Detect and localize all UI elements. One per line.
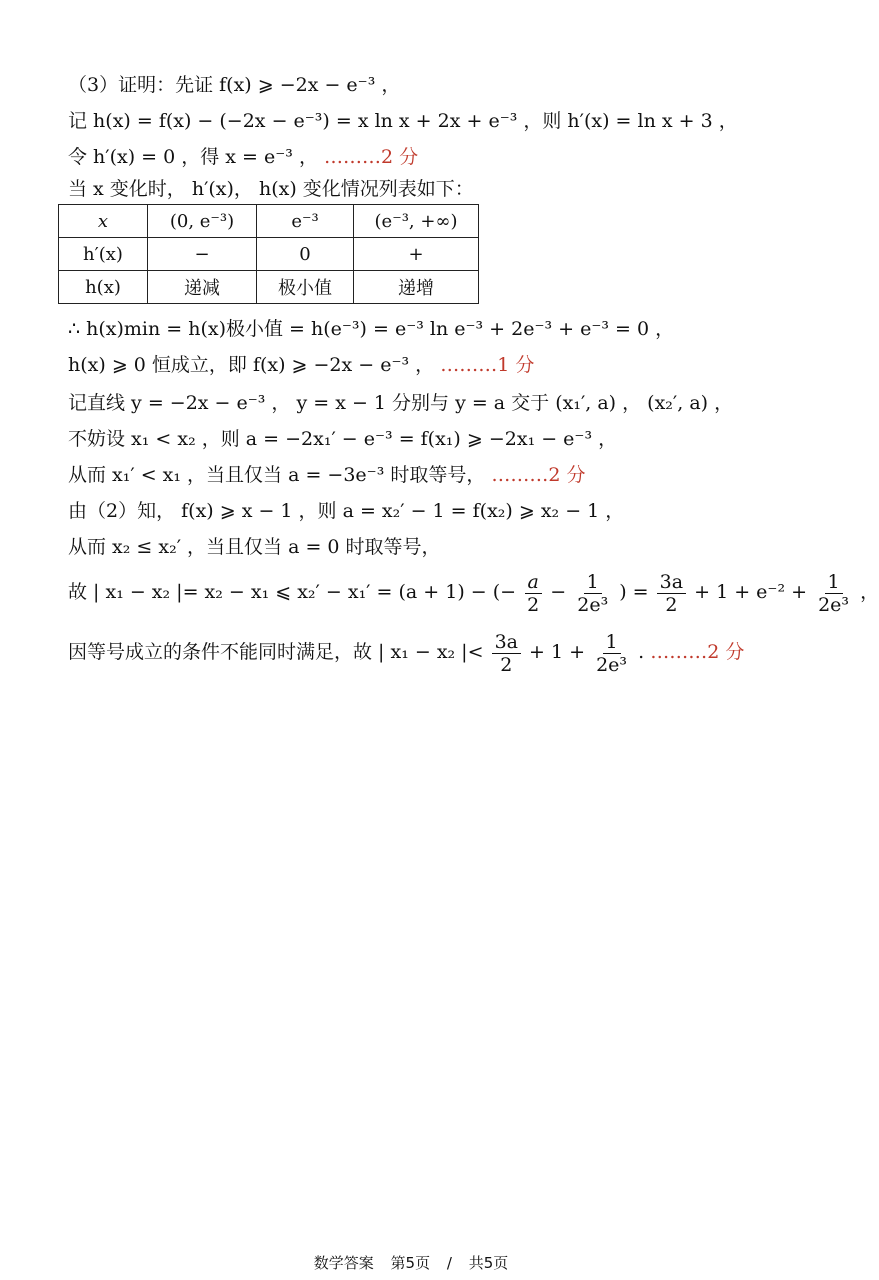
page-footer <box>0 1252 822 1273</box>
footer-page-number: 第5页 <box>390 1254 431 1272</box>
score-mark: ………2 分 <box>491 464 586 486</box>
variation-table <box>58 204 479 304</box>
from-part2-line: 由（2）知， f(x) ⩾ x − 1 ，则 a = x₂′ − 1 = f(x₂) ⩾ x₂ − 1 ， <box>68 500 625 522</box>
fraction-numerator: 1 <box>584 571 602 594</box>
fraction-numerator: 1 <box>603 631 621 654</box>
h-definition-line: 记 h(x) = f(x) − (−2x − e⁻³) = x ln x + 2x + e⁻³ ，则 h′(x) = ln x + 3 ， <box>68 110 738 132</box>
final-conclusion-line <box>68 628 744 676</box>
fraction <box>524 571 542 616</box>
fraction-denominator: 2e³ <box>577 593 609 616</box>
table-cell: 递增 <box>354 271 479 304</box>
table-cell: e⁻³ <box>257 205 354 238</box>
score-mark: ………1 分 <box>440 354 535 376</box>
second-conclusion-line: 从而 x₂ ≤ x₂′ ，当且仅当 a = 0 时取等号， <box>68 536 441 558</box>
table-cell: 0 <box>257 238 354 271</box>
table-cell: (e⁻³, +∞) <box>354 205 479 238</box>
inequality-holds-line <box>68 352 534 378</box>
table-cell: x <box>59 205 148 238</box>
formula-text: + 1 + <box>529 641 586 663</box>
proof-intro-line: （3）证明：先证 f(x) ⩾ −2x − e⁻³ ， <box>68 74 401 96</box>
score-mark: ………2 分 <box>650 641 745 663</box>
table-cell: 递减 <box>148 271 257 304</box>
table-cell: (0, e⁻³) <box>148 205 257 238</box>
fraction-numerator: 1 <box>825 571 843 594</box>
formula-text: + 1 + e⁻² + <box>694 581 808 603</box>
table-row <box>59 271 479 304</box>
formula-text: ， <box>860 581 879 603</box>
critical-point-text: 令 h′(x) = 0 ，得 x = e⁻³ ， <box>68 146 318 168</box>
fraction <box>815 571 852 616</box>
difference-bound-line <box>68 568 879 616</box>
table-row <box>59 205 479 238</box>
fraction <box>574 571 611 616</box>
footer-subject: 数学答案 <box>313 1254 374 1272</box>
fraction <box>593 631 630 676</box>
inequality-holds-text: h(x) ⩾ 0 恒成立，即 f(x) ⩾ −2x − e⁻³ ， <box>68 354 435 376</box>
fraction-numerator: 3a <box>492 631 521 654</box>
formula-text: 因等号成立的条件不能同时满足，故 | x₁ − x₂ |< <box>68 641 484 663</box>
score-mark: ………2 分 <box>324 146 419 168</box>
table-intro-line: 当 x 变化时， h′(x)， h(x) 变化情况列表如下： <box>68 178 474 200</box>
fraction-numerator: 3a <box>657 571 686 594</box>
table-cell: h(x) <box>59 271 148 304</box>
lines-intersection-line: 记直线 y = −2x − e⁻³ ， y = x − 1 分别与 y = a 交于 (x₁′, a) ， (x₂′, a) ， <box>68 392 734 414</box>
table-cell: + <box>354 238 479 271</box>
formula-text: − <box>550 581 567 603</box>
formula-text: ) = <box>619 581 649 603</box>
fraction-denominator: 2e³ <box>596 653 628 676</box>
table-row <box>59 238 479 271</box>
first-conclusion-text: 从而 x₁′ < x₁ ，当且仅当 a = −3e⁻³ 时取等号， <box>68 464 486 486</box>
formula-text: . <box>638 641 645 663</box>
formula-text: 故 | x₁ − x₂ |= x₂ − x₁ ⩽ x₂′ − x₁′ = (a + 1) − (− <box>68 581 517 603</box>
fraction-denominator: 2 <box>527 593 540 616</box>
fraction <box>492 631 521 676</box>
minimum-value-line: ∴ h(x)min = h(x)极小值 = h(e⁻³) = e⁻³ ln e⁻³ + 2e⁻³ + e⁻³ = 0 ， <box>68 318 675 340</box>
footer-total-pages: 共5页 <box>468 1254 509 1272</box>
fraction <box>657 571 686 616</box>
fraction-denominator: 2 <box>665 593 678 616</box>
first-conclusion-line <box>68 462 586 488</box>
table-cell: h′(x) <box>59 238 148 271</box>
table-cell: 极小值 <box>257 271 354 304</box>
table-cell: − <box>148 238 257 271</box>
fraction-numerator: a <box>525 571 542 594</box>
footer-separator: / <box>446 1254 452 1272</box>
fraction-denominator: 2 <box>500 653 513 676</box>
fraction-denominator: 2e³ <box>818 593 850 616</box>
critical-point-line <box>68 144 418 170</box>
assume-order-line: 不妨设 x₁ < x₂ ，则 a = −2x₁′ − e⁻³ = f(x₁) ⩾ −2x₁ − e⁻³ ， <box>68 428 618 450</box>
